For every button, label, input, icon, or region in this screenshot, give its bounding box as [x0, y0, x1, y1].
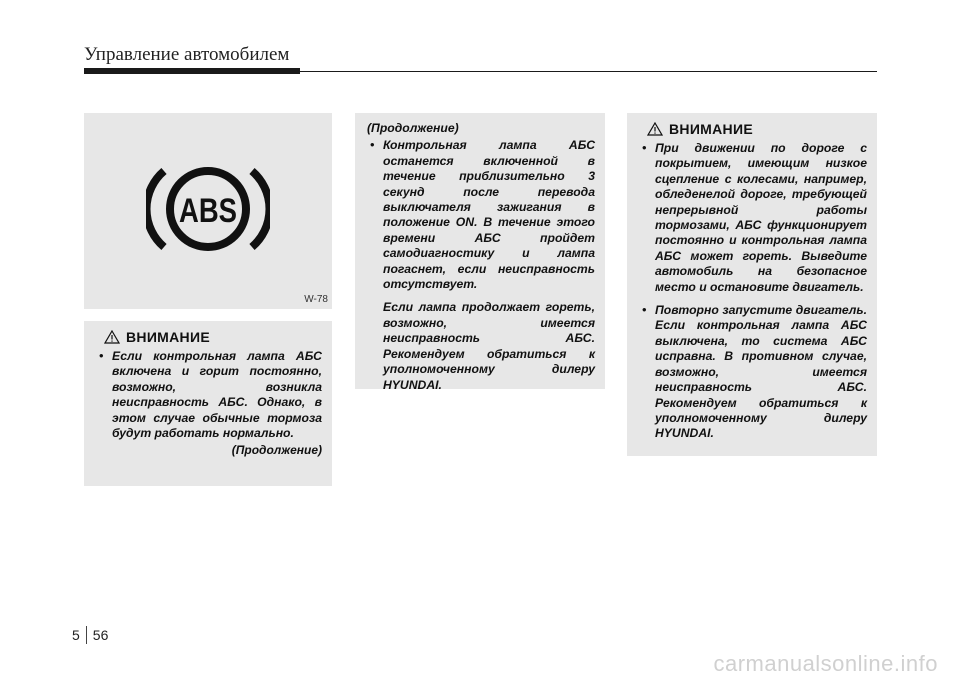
caution-box-middle: [355, 113, 605, 392]
caution-box-left: [84, 321, 332, 486]
page-number-divider: [86, 626, 87, 644]
caution-bullet-text: При движении по дороге с покрытием, имеющим низкое сцепление с колесами, например, обледенелой дороге, требующей непрерывной работы тормозами, АБС функционирует постоянно и контрольная лампа АБС может гореть. Выведите автомобиль на безопасное место и остановите двигатель.: [655, 141, 867, 294]
caution-title: ВНИМАНИЕ: [126, 329, 210, 345]
caution-paragraph: Если лампа продолжает гореть, возможно, имеется неисправность АБС. Рекомендуем обратиться к уполномоченному дилеру HYUNDAI.: [383, 300, 595, 392]
abs-warning-lamp-icon: [146, 163, 270, 255]
bullet-dot: •: [642, 141, 647, 155]
caution-bullet: [367, 138, 595, 292]
caution-bullet-text: Повторно запустите двигатель. Если контрольная лампа АБС выключена, то система АБС исправна. В противном случае, возможно, имеется неисправность АБС. Рекомендуем обратиться к уполномоченному дилеру HYUNDAI.: [655, 303, 867, 441]
header-bar: [84, 68, 300, 74]
watermark-link[interactable]: carmanualsonline.info: [713, 651, 938, 676]
page-number-value: 56: [92, 627, 109, 643]
abs-figure-panel: [84, 113, 332, 309]
caution-bullet: [639, 141, 867, 295]
header-rule: [300, 71, 877, 72]
section-number: 5: [72, 627, 80, 643]
caution-box-right: [627, 113, 877, 456]
caution-bullet-text: Если контрольная лампа АБС включена и горит постоянно, возможно, возникла неисправность АБС. Однако, в этом случае обычные тормоза будут работать нормально.: [112, 349, 322, 441]
page-number: [72, 626, 108, 644]
abs-icon-text: ABS: [179, 192, 237, 230]
bullet-dot: •: [99, 349, 104, 363]
caution-title: ВНИМАНИЕ: [669, 121, 753, 137]
bullet-dot: •: [642, 303, 647, 318]
continued-label: (Продолжение): [231, 443, 322, 458]
caution-bullet-text: Контрольная лампа АБС останется включенной в течение приблизительно 3 секунд после перевода выключателя зажигания в положение ON. В течение этого времени АБС пройдет самодиагностику и лампа погаснет, если неисправность отсутствует.: [383, 138, 595, 292]
caution-bullet: [96, 349, 322, 441]
caution-bullet: [639, 303, 867, 442]
bullet-dot: •: [370, 138, 375, 153]
warning-triangle-icon: [647, 122, 663, 136]
continued-label: (Продолжение): [367, 121, 459, 135]
warning-triangle-icon: [104, 330, 120, 344]
figure-label: W-78: [304, 294, 328, 305]
page-header-title: Управление автомобилем: [84, 44, 290, 65]
